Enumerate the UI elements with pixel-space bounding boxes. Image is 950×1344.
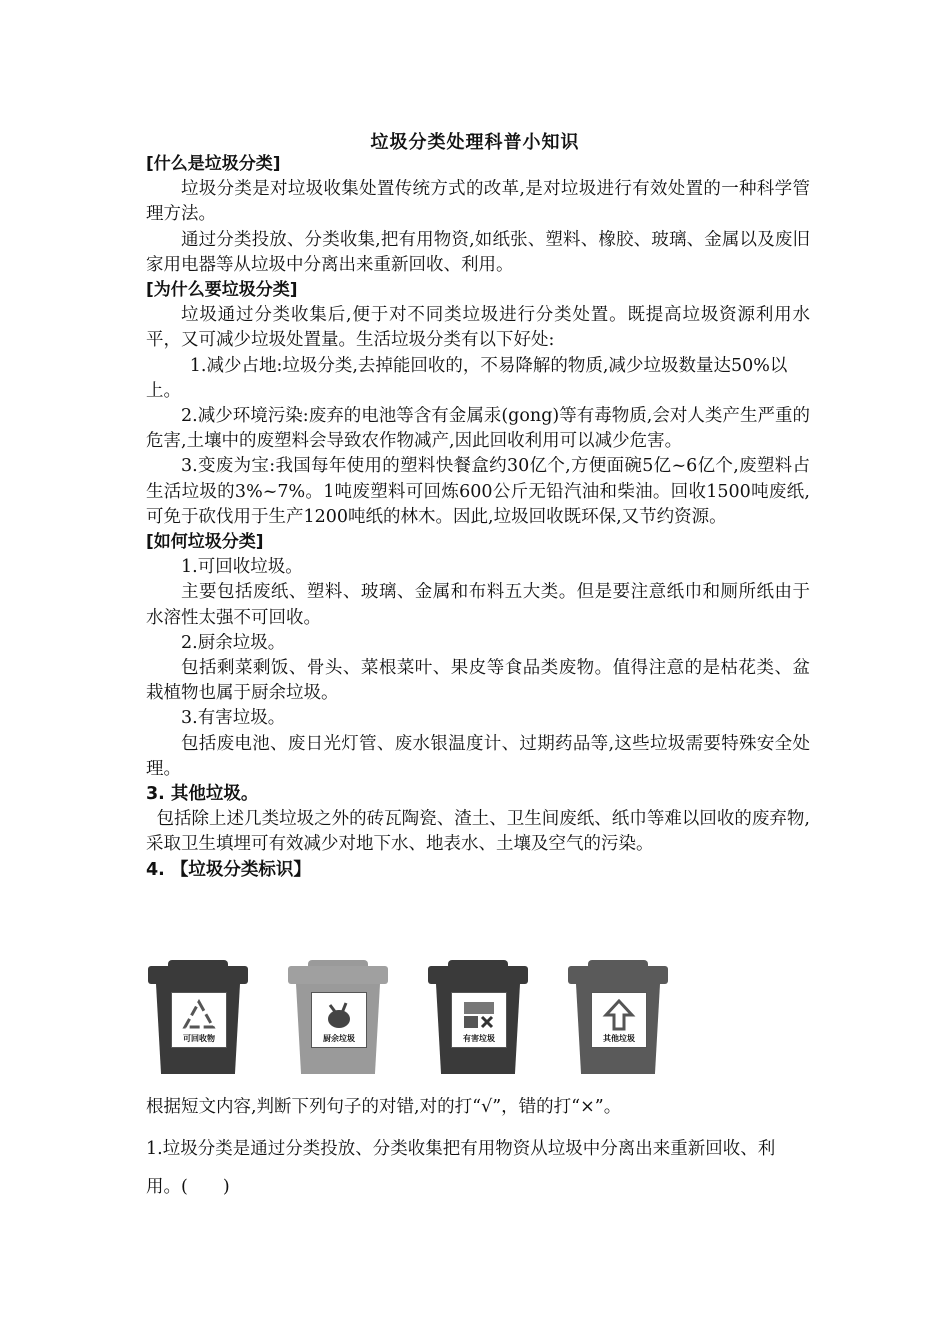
list-heading: 3. 其他垃圾。 [146, 784, 259, 805]
question-1: 1.垃圾分类是通过分类投放、分类收集把有用物资从垃圾中分离出来重新回收、利用。( ) [146, 1139, 776, 1197]
bin-images [146, 958, 666, 1083]
recycle-icon [180, 999, 218, 1031]
paragraph: 通过分类投放、分类收集,把有用物资,如纸张、塑料、橡胶、玻璃、金属以及废旧家用电器等从垃圾中分离出来重新回收、利用。 [146, 229, 810, 275]
paragraph: 主要包括废纸、塑料、玻璃、金属和布料五大类。但是要注意纸巾和厕所纸由于水溶性太强不可回收。 [146, 582, 810, 628]
other-waste-bin [566, 958, 670, 1078]
paragraph: 包括废电池、废日光灯管、废水银温度计、过期药品等,这些垃圾需要特殊安全处理。 [146, 733, 810, 779]
section-heading-what: [什么是垃圾分类] [146, 154, 281, 174]
paragraph: 2.减少环境污染:废弃的电池等含有金属汞(gong)等有毒物质,会对人类产生严重的危害,土壤中的废塑料会导致农作物减产,因此回收利用可以减少危害。 [146, 406, 810, 452]
paragraph: 1.减少占地:垃圾分类,去掉能回收的，不易降解的物质,减少垃圾数量达50%以上。 [146, 355, 788, 401]
hazardous-bin [426, 958, 530, 1078]
bin-label: 其他垃圾 [603, 1034, 635, 1043]
section-heading-why: [为什么要垃圾分类] [146, 280, 298, 301]
paragraph: 垃圾通过分类收集后,便于对不同类垃圾进行分类处置。既提高垃圾资源利用水平，又可减少垃圾处置量。生活垃圾分类有以下好处: [146, 305, 810, 351]
article-body [146, 152, 810, 883]
bin-label: 厨余垃圾 [323, 1034, 355, 1043]
kitchen-waste-bin [286, 958, 390, 1078]
list-heading: 1.可回收垃圾。 [181, 557, 303, 578]
paragraph: 3.变废为宝:我国每年使用的塑料快餐盒约30亿个,方便面碗5亿~6亿个,废塑料占生活垃圾的3%~7%。1吨废塑料可回炼600公斤无铅汽油和柴油。回收1500吨废纸,可免于砍伐用于生产1200吨纸的林木。因此,垃圾回收既环保,又节约资源。 [146, 456, 810, 527]
paragraph: 包括除上述几类垃圾之外的砖瓦陶瓷、渣土、卫生间废纸、纸巾等难以回收的废弃物,采取卫生填埋可有效减少对地下水、地表水、土壤及空气的污染。 [146, 809, 810, 855]
bin-label: 可回收物 [183, 1034, 215, 1043]
list-heading: 2.厨余垃圾。 [181, 632, 286, 653]
paragraph: 垃圾分类是对垃圾收集处置传统方式的改革,是对垃圾进行有效处置的一种科学管理方法。 [146, 179, 810, 225]
section-heading-signs: 4. 【垃圾分类标识】 [146, 859, 311, 880]
other-waste-icon [600, 999, 638, 1031]
section-heading-how: [如何垃圾分类] [146, 532, 264, 553]
list-heading: 3.有害垃圾。 [181, 708, 286, 729]
food-waste-icon [320, 999, 358, 1031]
page-title: 垃圾分类处理科普小知识 [370, 132, 580, 153]
bin-label: 有害垃圾 [463, 1034, 495, 1043]
instruction-text: 根据短文内容,判断下列句子的对错,对的打“√”，错的打“×”。 [146, 1097, 622, 1117]
hazard-icon [460, 999, 498, 1031]
recyclable-bin [146, 958, 250, 1078]
paragraph: 包括剩菜剩饭、骨头、菜根菜叶、果皮等食品类废物。值得注意的是枯花类、盆栽植物也属于厨余垃圾。 [146, 658, 810, 704]
